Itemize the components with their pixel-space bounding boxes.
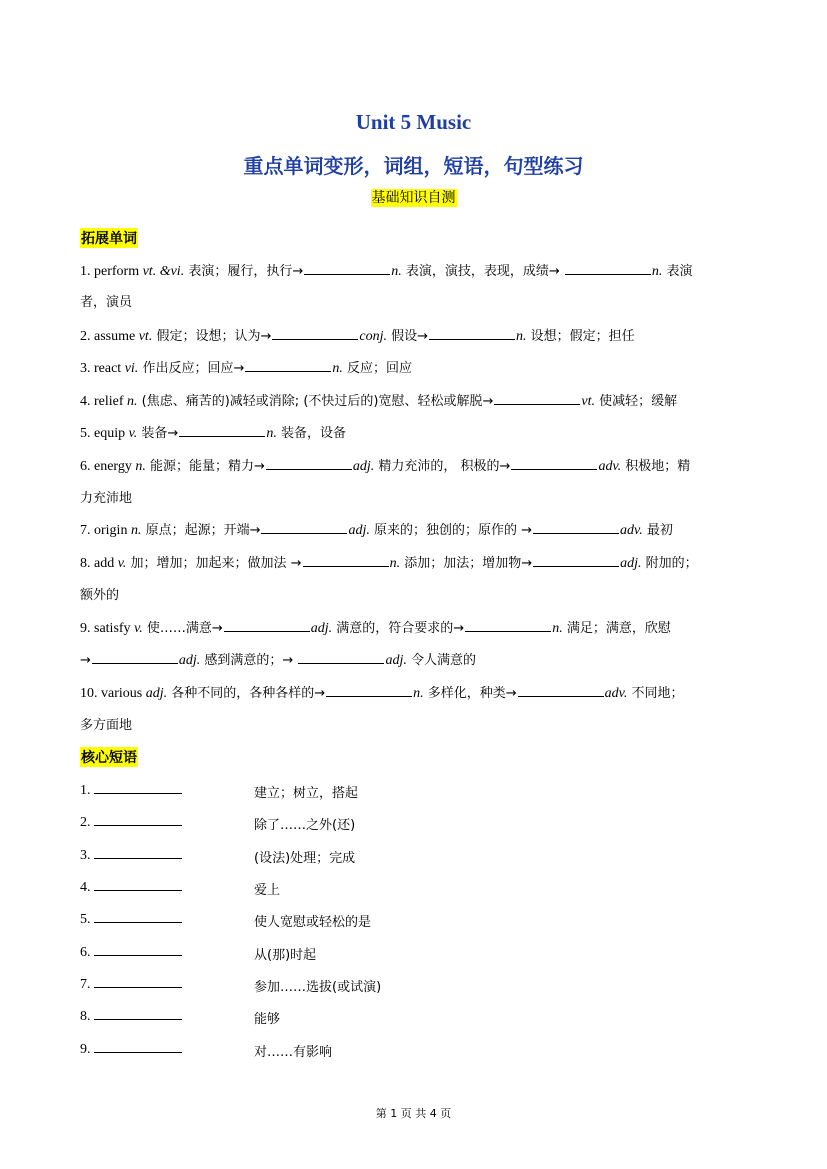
phrase-row <box>80 781 182 799</box>
answer-blank[interactable] <box>511 457 597 470</box>
vocab-text: 原来的；独创的；原作的 → <box>369 523 533 538</box>
phrase-row <box>80 910 182 928</box>
answer-blank[interactable] <box>224 619 310 632</box>
vocab-text: 9. satisfy <box>80 621 135 636</box>
phrase-answer-blank[interactable] <box>94 1007 182 1020</box>
vocab-text: 感到满意的；→ <box>200 653 298 668</box>
answer-blank[interactable] <box>326 684 412 697</box>
vocab-text: 7. origin <box>80 523 131 538</box>
vocab-item-9-line-2 <box>80 649 476 669</box>
phrase-row <box>80 943 182 961</box>
part-of-speech: n. <box>413 686 424 701</box>
vocab-text: 满足；满意，欣慰 <box>562 621 671 636</box>
part-of-speech: v. <box>134 621 143 636</box>
phrase-number: 8. <box>80 1009 91 1024</box>
phrase-answer-blank[interactable] <box>94 781 182 794</box>
vocab-item-9-line-1 <box>80 617 671 637</box>
vocab-text: 额外的 <box>80 588 120 603</box>
vocab-text: 4. relief <box>80 394 128 409</box>
answer-blank[interactable] <box>518 684 604 697</box>
part-of-speech: v. <box>128 426 138 441</box>
phrase-row <box>80 813 182 831</box>
part-of-speech: conj. <box>359 329 387 344</box>
vocab-text: 添加；加法；增加物→ <box>400 556 533 571</box>
phrases-heading: 核心短语 <box>80 747 138 767</box>
phrase-meaning: 参加……选拔(或试演) <box>254 980 382 995</box>
vocab-item-1-line-1 <box>80 260 693 280</box>
phrase-meaning: 使人宽慰或轻松的是 <box>254 915 372 930</box>
phrase-meaning: 爱上 <box>254 883 281 898</box>
vocab-text: 8. add <box>80 556 118 571</box>
phrase-number: 1. <box>80 783 91 798</box>
answer-blank[interactable] <box>266 457 352 470</box>
part-of-speech: adv. <box>604 686 628 701</box>
vocab-item-1-line-2 <box>80 291 132 310</box>
phrase-meaning: 建立；树立，搭起 <box>254 786 359 801</box>
vocab-item-3-line-1 <box>80 357 412 377</box>
answer-blank[interactable] <box>494 392 580 405</box>
part-of-speech: adv. <box>620 523 643 538</box>
phrase-meaning: 从(那)时起 <box>254 948 317 963</box>
phrase-number: 7. <box>80 977 91 992</box>
vocab-item-6-line-2 <box>80 487 132 506</box>
phrase-number: 2. <box>80 815 91 830</box>
vocab-item-10-line-2 <box>80 714 132 733</box>
part-of-speech: adj. <box>352 459 375 474</box>
part-of-speech: n. <box>127 394 138 409</box>
answer-blank[interactable] <box>533 554 619 567</box>
vocab-text: 令人满意的 <box>406 653 476 668</box>
vocab-text: 作出反应；回应→ <box>138 361 245 376</box>
vocab-item-6-line-1 <box>80 455 690 475</box>
answer-blank[interactable] <box>304 262 390 275</box>
part-of-speech: adj. <box>620 556 642 571</box>
phrase-answer-blank[interactable] <box>94 878 182 891</box>
answer-blank[interactable] <box>272 327 358 340</box>
phrase-number: 4. <box>80 880 91 895</box>
vocab-text: 假定；设想；认为→ <box>152 329 272 344</box>
vocab-heading: 拓展单词 <box>80 228 138 248</box>
vocab-text: 能源；能量；精力→ <box>145 459 265 474</box>
vocab-text: 附加的； <box>641 556 698 571</box>
vocab-text: (焦虑、痛苦的)减轻或消除; (不快过后的)宽慰、轻松或解脱→ <box>137 394 494 409</box>
vocab-text: 使减轻；缓解 <box>594 394 678 409</box>
vocab-text: 反应；回应 <box>342 361 412 376</box>
phrase-answer-blank[interactable] <box>94 910 182 923</box>
part-of-speech: n. <box>391 264 402 279</box>
vocab-text: 6. energy <box>80 459 136 474</box>
answer-blank[interactable] <box>298 651 384 664</box>
part-of-speech: n. <box>516 329 527 344</box>
vocab-text: 表演，演技，表现，成绩→ <box>401 264 564 279</box>
phrase-meaning: 对……有影响 <box>254 1045 333 1060</box>
phrase-answer-blank[interactable] <box>94 846 182 859</box>
answer-blank[interactable] <box>179 424 265 437</box>
phrase-answer-blank[interactable] <box>94 1040 182 1053</box>
section-banner: 基础知识自测 <box>371 190 456 206</box>
phrase-answer-blank[interactable] <box>94 813 182 826</box>
vocab-item-8-line-1 <box>80 552 698 572</box>
vocab-text: 原点；起源；开端→ <box>141 523 261 538</box>
part-of-speech: vt. <box>581 394 595 409</box>
page-subtitle: 重点单词变形，词组，短语，句型练习 <box>243 154 584 178</box>
phrase-meaning: 能够 <box>254 1012 281 1027</box>
vocab-text: → <box>80 653 91 668</box>
phrase-number: 5. <box>80 912 91 927</box>
vocab-text: 最初 <box>642 523 673 538</box>
answer-blank[interactable] <box>533 521 619 534</box>
part-of-speech: vi. <box>124 361 139 376</box>
vocab-text: 加；增加；加起来；做加法 → <box>126 556 302 571</box>
part-of-speech: adj. <box>145 686 168 701</box>
vocab-text: 多方面地 <box>80 718 133 733</box>
phrase-number: 9. <box>80 1042 91 1057</box>
vocab-text: 设想；假定；担任 <box>526 329 635 344</box>
vocab-text: 积极地；精 <box>621 459 691 474</box>
answer-blank[interactable] <box>429 327 515 340</box>
phrase-answer-blank[interactable] <box>94 975 182 988</box>
answer-blank[interactable] <box>565 262 651 275</box>
page-footer: 第 1 页 共 4 页 <box>375 1107 452 1120</box>
part-of-speech: vt. <box>138 329 153 344</box>
vocab-item-7-line-1 <box>80 519 673 539</box>
answer-blank[interactable] <box>465 619 551 632</box>
vocab-text: 2. assume <box>80 329 139 344</box>
vocab-text: 5. equip <box>80 426 129 441</box>
answer-blank[interactable] <box>245 359 331 372</box>
vocab-text: 装备→ <box>137 426 179 441</box>
vocab-text: 使……满意→ <box>142 621 223 636</box>
phrase-row <box>80 1040 182 1058</box>
vocab-item-2-line-1 <box>80 325 635 345</box>
part-of-speech: n. <box>651 264 663 279</box>
vocab-text: 装备，设备 <box>276 426 346 441</box>
phrase-answer-blank[interactable] <box>94 943 182 956</box>
phrase-meaning: (设法)处理；完成 <box>254 851 356 866</box>
vocab-text: 精力充沛的， 积极的→ <box>374 459 511 474</box>
vocab-text: 者，演员 <box>80 295 133 310</box>
vocab-text: 1. perform <box>80 264 143 279</box>
part-of-speech: v. <box>117 556 127 571</box>
phrase-row <box>80 975 182 993</box>
section-banner-wrap <box>0 187 827 207</box>
phrase-meaning: 除了……之外(还) <box>254 818 356 833</box>
vocab-item-8-line-2 <box>80 584 119 603</box>
part-of-speech: adj. <box>178 653 201 668</box>
part-of-speech: adv. <box>598 459 622 474</box>
vocab-text: 表演 <box>662 264 693 279</box>
vocab-text: 不同地； <box>627 686 684 701</box>
vocab-item-5-line-1 <box>80 422 346 442</box>
vocab-item-10-line-1 <box>80 682 684 702</box>
vocab-text: 3. react <box>80 361 125 376</box>
vocab-text: 多样化，种类→ <box>423 686 517 701</box>
answer-blank[interactable] <box>261 521 347 534</box>
part-of-speech: n. <box>332 361 343 376</box>
vocab-text: 表演；履行，执行→ <box>184 264 304 279</box>
vocab-text: 力充沛地 <box>80 491 133 506</box>
vocab-text: 满意的，符合要求的→ <box>332 621 465 636</box>
vocab-text: 各种不同的，各种各样的→ <box>167 686 326 701</box>
part-of-speech: adj. <box>385 653 407 668</box>
vocab-text: 10. various <box>80 686 146 701</box>
phrase-row <box>80 878 182 896</box>
part-of-speech: n. <box>552 621 563 636</box>
phrase-number: 6. <box>80 945 91 960</box>
part-of-speech: adj. <box>310 621 333 636</box>
page-title: Unit 5 Music <box>355 110 472 134</box>
phrase-row <box>80 846 182 864</box>
part-of-speech: n. <box>266 426 277 441</box>
phrase-row <box>80 1007 182 1025</box>
answer-blank[interactable] <box>303 554 389 567</box>
part-of-speech: vt. &vi. <box>142 264 185 279</box>
part-of-speech: n. <box>389 556 401 571</box>
phrase-number: 3. <box>80 848 91 863</box>
vocab-text: 假设→ <box>386 329 428 344</box>
vocab-item-4-line-1 <box>80 390 677 410</box>
part-of-speech: n. <box>135 459 146 474</box>
part-of-speech: adj. <box>348 523 370 538</box>
answer-blank[interactable] <box>92 651 178 664</box>
part-of-speech: n. <box>130 523 142 538</box>
